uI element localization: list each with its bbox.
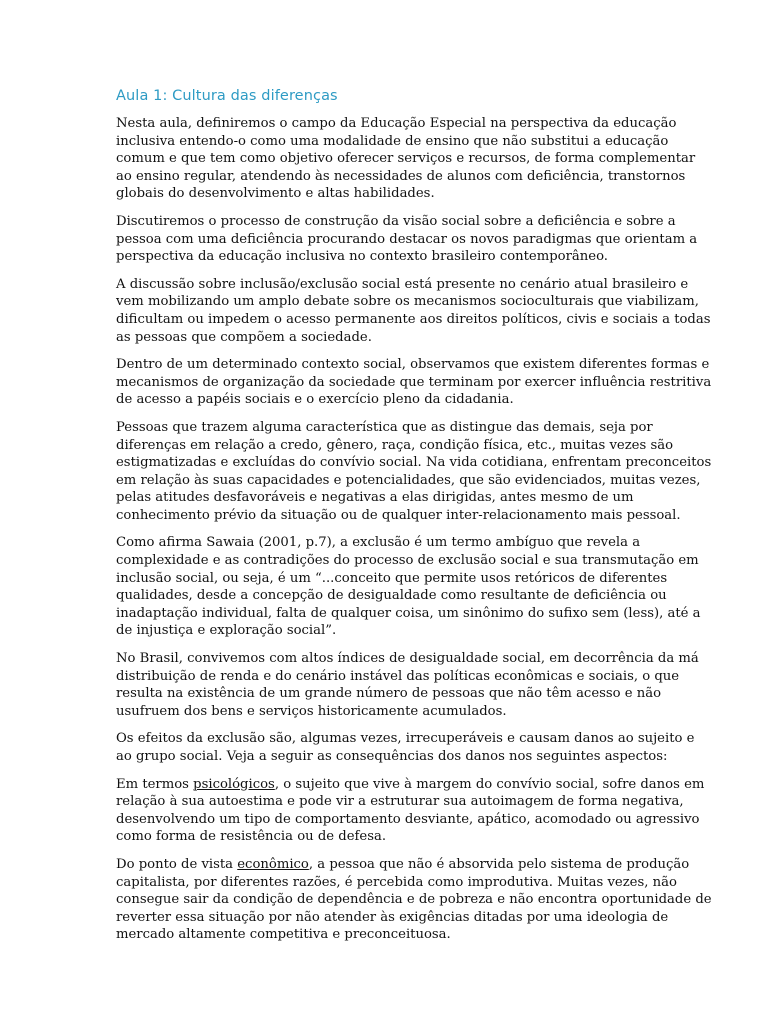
paragraph-inclusion-debate: A discussão sobre inclusão/exclusão social está presente no cenário atual brasileiro e vem mobilizando um amplo debate sobre os mecanismos socioculturais que viabilizam, dificultam ou impedem o acesso permanente aos direitos políticos, civis e sociais a todas as pessoas que compõem a sociedade.: [116, 276, 711, 345]
econ-pre: Do ponto de vista: [116, 856, 238, 872]
econ-term: econômico: [237, 856, 309, 872]
econ-post: , a pessoa que não é absorvida pelo sistema de produção capitalista, por diferentes razões, é percebida como improdutiva. Muitas vezes, não consegue sair da condição de dependência e de pobreza e não encontra oportunidade de reverter essa situação por não atender às exigências ditadas por uma ideologia de mercado altamente competitiva e preconceituosa.: [116, 856, 712, 943]
psych-pre: Em termos: [116, 776, 194, 792]
psych-term: psicológicos: [193, 776, 275, 792]
paragraph-social-context: Dentro de um determinado contexto social, observamos que existem diferentes formas e mecanismos de organização da sociedade que terminam por exercer influência restritiva de acesso a papéis sociais e o exercício pleno da cidadania.: [116, 357, 712, 408]
document-page: [116, 86, 712, 954]
psych-post: , o sujeito que vive à margem do convívio social, sofre danos em relação à sua autoestima e pode vir a estruturar sua autoimagem de forma negativa, desenvolvendo um tipo de comportamento desviante, apático, acomodado ou agressivo como forma de resistência ou de defesa.: [116, 776, 705, 845]
paragraph-sawaia-quote: Como afirma Sawaia (2001, p.7), a exclusão é um termo ambíguo que revela a complexidade e as contradições do processo de exclusão social e sua transmutação em inclusão social, ou seja, é um “...conceito que permite usos retóricos de diferentes qualidades, desde a concepção de desigualdade como resultante de deficiência ou inadaptação individual, falta de qualquer coisa, um sinônimo do sufixo sem (less), até a de injustiça e exploração social”.: [116, 535, 701, 639]
paragraph-social-vision: Discutiremos o processo de construção da visão social sobre a deficiência e sobre a pessoa com uma deficiência procurando destacar os novos paradigmas que orientam a perspectiva da educação inclusiva no contexto brasileiro contemporâneo.: [116, 213, 698, 265]
paragraph-exclusion-effects: Os efeitos da exclusão são, algumas vezes, irrecuperáveis e causam danos ao sujeito e ao grupo social. Veja a seguir as consequências dos danos nos seguintes aspectos:: [116, 731, 695, 764]
paragraph-psychological: [116, 776, 712, 846]
paragraph-economic: [116, 856, 712, 944]
paragraph-intro: Nesta aula, definiremos o campo da Educação Especial na perspectiva da educação inclusiva entendo-o como uma modalidade de ensino que não substitui a educação comum e que tem como objetivo oferecer serviços e recursos, de forma complementar ao ensino regular, atendendo às necessidades de alunos com deficiência, transtornos globais do desenvolvimento e altas habilidades.: [116, 116, 696, 202]
paragraph-brazil-inequality: No Brasil, convivemos com altos índices de desigualdade social, em decorrência da má distribuição de renda e do cenário instável das políticas econômicas e sociais, o que resulta na existência de um grande número de pessoas que não têm acesso e não usufruem dos bens e serviços historicamente acumulados.: [116, 651, 699, 719]
paragraph-stigma: Pessoas que trazem alguma característica que as distingue das demais, seja por diferenças em relação a credo, gênero, raça, condição física, etc., muitas vezes são estigmatizadas e excluídas do convívio social. Na vida cotidiana, enfrentam preconceitos em relação às suas capacidades e potencialidades, que são evidenciados, muitas vezes, pelas atitudes desfavoráveis e negativas a elas dirigidas, antes mesmo de um conhecimento prévio da situação ou de qualquer inter-relacionamento mais pessoal.: [116, 419, 712, 523]
page-title: Aula 1: Cultura das diferenças: [116, 88, 338, 104]
